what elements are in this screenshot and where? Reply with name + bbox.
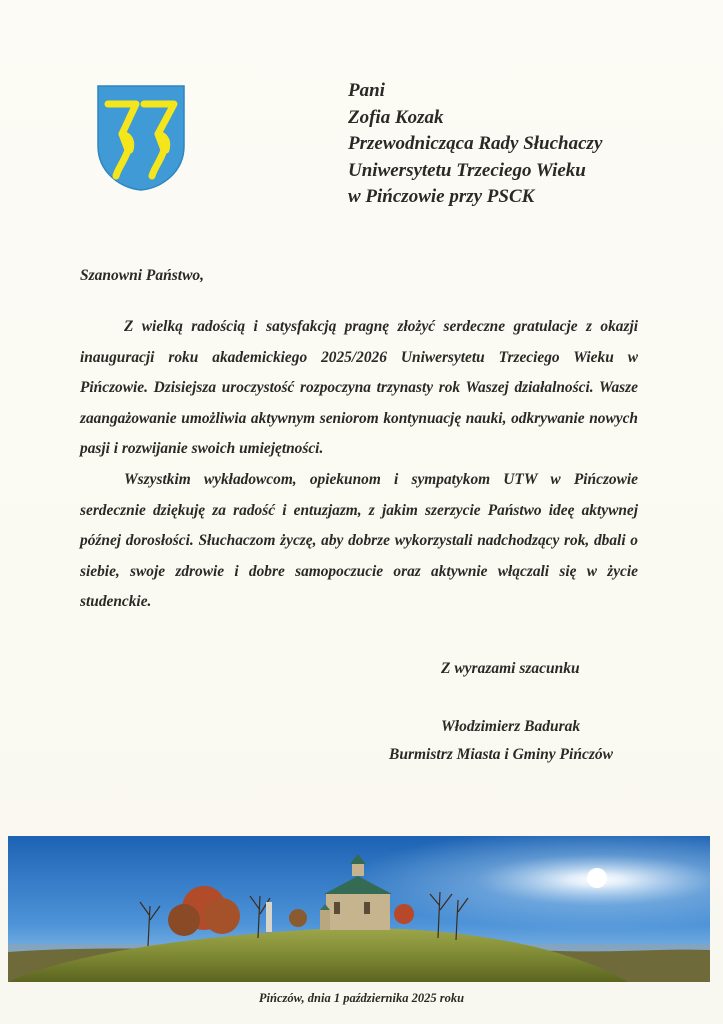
recipient-line: Przewodnicząca Rady Słuchaczy [348, 133, 603, 154]
place-and-date: Pińczów, dnia 1 października 2025 roku [258, 991, 465, 1005]
signatory-title: Burmistrz Miasta i Gminy Pińczów [389, 746, 613, 763]
body-paragraph: Z wielką radością i satysfakcją pragnę złożyć serdeczne gratulacje z okazji inauguracji roku akademickiego 2025/2026 Uniwersytetu Trzeciego Wieku w Pińczowie. Dzisiejsza uroczystość rozpoczyna trzynasty rok Waszej działalności. Wasze zaangażowanie umożliwia aktywnym seniorom kontynuację nauki, odkrywanie nowych pasji i rozwijanie swoich umiejętności. [80, 318, 638, 458]
recipient-address [348, 78, 688, 211]
pinczow-coat-of-arms-icon [96, 84, 186, 191]
salutation: Szanowni Państwo, [80, 267, 205, 284]
recipient-name: Zofia Kozak [348, 106, 444, 128]
recipient-line: Pani [348, 80, 385, 101]
panorama-photo [8, 836, 710, 982]
signatory-name: Włodzimierz Badurak [441, 718, 581, 735]
closing-phrase: Z wyrazami szacunku [441, 660, 580, 677]
recipient-line: Uniwersytetu Trzeciego Wieku [348, 159, 586, 181]
recipient-line: w Pińczowie przy PSCK [348, 186, 535, 207]
body-paragraph: Wszystkim wykładowcom, opiekunom i sympatykom UTW w Pińczowie serdecznie dziękuję za radość i entuzjazm, z jakim szerzycie Państwo ideę aktywnej późnej dorosłości. Słuchaczom życzę, aby dobrze wykorzystali nadchodzący rok, dbali o siebie, swoje zdrowie i dobre samopoczucie oraz aktywnie włączali się w życie studenckie. [80, 470, 638, 611]
letter-body [80, 312, 638, 618]
